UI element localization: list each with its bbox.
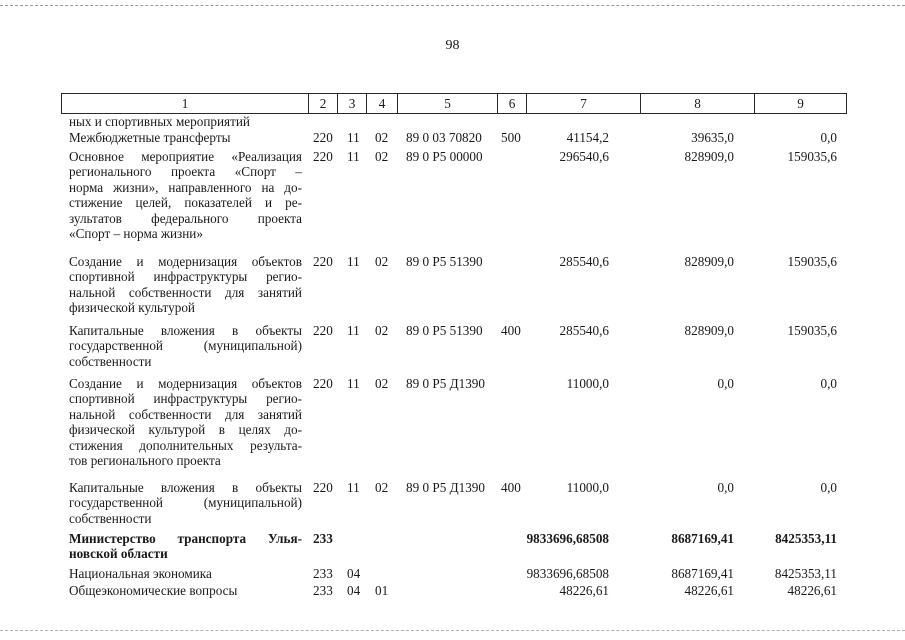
description-line: нальной собственности для занятий [69,284,302,300]
description-line: Межбюджетные трансферты [69,130,231,145]
col-9-amount: 0,0 [820,130,837,145]
description-line: «Спорт – норма жизни» [69,226,203,242]
row-description [69,130,302,145]
col-3-cell: 04 [347,583,361,598]
col-7-amount: 11000,0 [566,376,609,391]
col-9-amount: 159035,6 [787,149,837,164]
col-2-cell: 233 [313,583,333,598]
col-5-cell: 89 0 Р5 Д1390 [406,376,485,391]
col-8-amount: 0,0 [717,376,734,391]
description-line: государственной (муниципальной) [69,338,302,354]
col-5-cell: 89 0 Р5 51390 [406,254,483,269]
description-line: Создание и модернизация объектов [69,376,302,391]
col-5-cell: 89 0 Р5 00000 [406,149,483,164]
col-3-cell: 11 [347,323,360,338]
description-line: Общеэкономические вопросы [69,583,238,598]
col-8-amount: 828909,0 [684,323,734,338]
col-9-amount: 8425353,11 [775,531,837,546]
header-col-2: 2 [309,94,338,113]
description-line: зультатов федерального проекта [69,210,302,226]
row-description [69,480,302,526]
header-col-1: 1 [62,94,309,113]
col-4-cell: 02 [375,480,389,495]
col-8-amount: 39635,0 [691,130,734,145]
col-4-cell: 02 [375,376,389,391]
col-8-amount: 0,0 [717,480,734,495]
description-line: тов регионального проекта [69,453,221,469]
col-3-cell: 11 [347,254,360,269]
col-6-cell: 400 [501,323,521,338]
col-8-amount: 828909,0 [684,149,734,164]
col-3-cell: 11 [347,149,360,164]
col-7-amount: 48226,61 [559,583,609,598]
row-description [69,254,302,316]
col-4-cell: 02 [375,130,389,145]
header-col-6: 6 [498,94,527,113]
description-line: физической культурой [69,300,195,316]
col-5-cell: 89 0 03 70820 [406,130,482,145]
col-8-amount: 8687169,41 [671,566,734,581]
description-line: нальной собственности для занятий [69,406,302,422]
col-7-amount: 41154,2 [566,130,609,145]
col-9-amount: 48226,61 [787,583,837,598]
header-col-4: 4 [367,94,398,113]
col-4-cell: 02 [375,149,389,164]
col-8-amount: 48226,61 [684,583,734,598]
col-7-amount: 285540,6 [559,323,609,338]
header-col-8: 8 [641,94,755,113]
col-6-cell: 500 [501,130,521,145]
description-line: новской области [69,546,168,562]
col-4-cell: 02 [375,254,389,269]
col-3-cell: 04 [347,566,361,581]
description-line: государственной (муниципальной) [69,495,302,511]
description-line: регионального проекта «Спорт – [69,164,302,180]
col-9-amount: 159035,6 [787,254,837,269]
col-7-amount: 285540,6 [559,254,609,269]
description-line: Капитальные вложения в объекты [69,323,302,338]
col-2-cell: 220 [313,480,333,495]
col-2-cell: 220 [313,149,333,164]
row-description [69,531,302,562]
description-line: норма жизни», направленного на до- [69,179,302,195]
description-line: Министерство транспорта Улья- [69,531,302,546]
col-4-cell: 01 [375,583,389,598]
row-description [69,566,302,581]
description-line: стижение целей, показателей и ре- [69,195,302,211]
page-bottom-border [0,630,905,631]
col-7-amount: 9833696,68508 [526,566,609,581]
description-line: Капитальные вложения в объекты [69,480,302,495]
header-col-5: 5 [398,94,498,113]
description-line: физической культурой в целях до- [69,422,302,438]
description-line: собственности [69,510,152,526]
col-8-amount: 8687169,41 [671,531,734,546]
col-7-amount: 296540,6 [559,149,609,164]
col-9-amount: 159035,6 [787,323,837,338]
col-2-cell: 220 [313,376,333,391]
col-2-cell: 233 [313,566,333,581]
col-5-cell: 89 0 Р5 51390 [406,323,483,338]
row-description [69,583,302,598]
description-line: собственности [69,353,152,369]
description-line: спортивной инфраструктуры регио- [69,269,302,285]
row-description [69,149,302,241]
col-6-cell: 400 [501,480,521,495]
table-header [61,93,847,114]
page-top-border [0,5,905,6]
col-7-amount: 11000,0 [566,480,609,495]
header-col-7: 7 [527,94,641,113]
description-line: Основное мероприятие «Реализация [69,149,302,164]
row-description [69,114,302,129]
col-8-amount: 828909,0 [684,254,734,269]
col-9-amount: 0,0 [820,376,837,391]
col-7-amount: 9833696,68508 [526,531,609,546]
description-line: ных и спортивных мероприятий [69,114,250,129]
col-2-cell: 220 [313,130,333,145]
description-line: Национальная экономика [69,566,212,581]
header-col-9: 9 [797,96,804,111]
col-3-cell: 11 [347,376,360,391]
col-3-cell: 11 [347,480,360,495]
col-9-amount: 0,0 [820,480,837,495]
description-line: стижения дополнительных результа- [69,437,302,453]
row-description [69,323,302,369]
description-line: спортивной инфраструктуры регио- [69,391,302,407]
header-col-3: 3 [338,94,367,113]
col-4-cell: 02 [375,323,389,338]
col-5-cell: 89 0 Р5 Д1390 [406,480,485,495]
row-description [69,376,302,468]
col-9-amount: 8425353,11 [774,566,837,581]
description-line: Создание и модернизация объектов [69,254,302,269]
col-2-cell: 233 [313,531,333,546]
col-2-cell: 220 [313,323,333,338]
col-2-cell: 220 [313,254,333,269]
page-number: 98 [445,38,460,53]
col-3-cell: 11 [347,130,360,145]
